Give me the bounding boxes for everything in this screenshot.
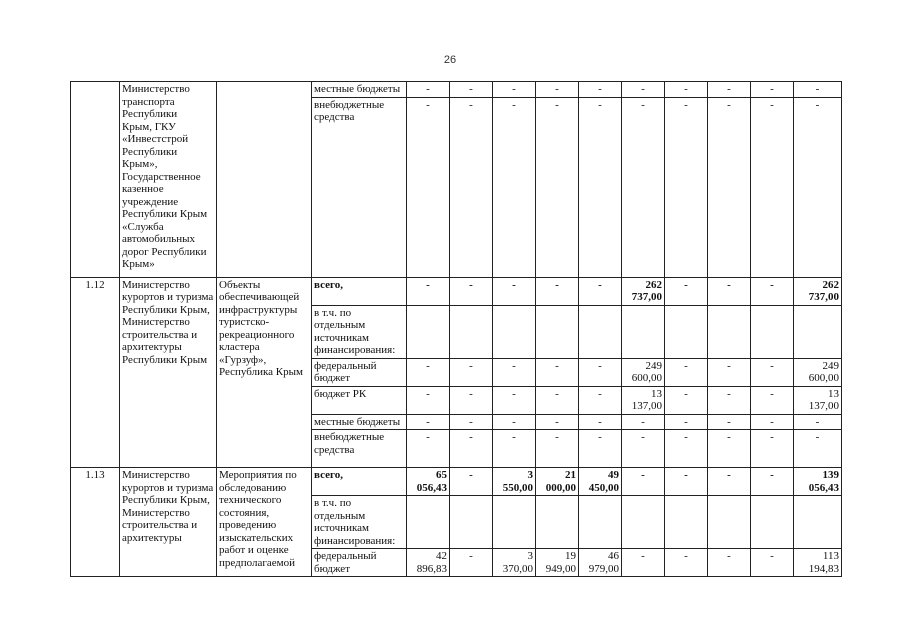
source-label: в т.ч. по отдельным источникам финансирования: bbox=[312, 305, 407, 358]
value-cell: - bbox=[407, 97, 450, 277]
value-cell bbox=[407, 496, 450, 549]
value-cell: - bbox=[665, 82, 708, 98]
value-cell: - bbox=[407, 386, 450, 414]
value-cell: - bbox=[579, 430, 622, 468]
executor-line: учреждение bbox=[122, 195, 179, 208]
value-cell: 42 896,83 bbox=[407, 549, 450, 577]
executor-line: Крым», bbox=[122, 158, 158, 170]
value-cell: 262 737,00 bbox=[622, 277, 665, 305]
budget-table bbox=[70, 81, 842, 577]
object-cell: Мероприятия по обследованию технического состояния, проведению изыскательских работ и оценке предполагаемой bbox=[217, 468, 312, 577]
value-cell: - bbox=[579, 97, 622, 277]
value-cell: 3 370,00 bbox=[493, 549, 536, 577]
value-cell bbox=[794, 305, 842, 358]
table-row bbox=[71, 277, 842, 305]
executor-line: Республики Крым bbox=[122, 208, 208, 220]
value-cell: - bbox=[751, 82, 794, 98]
value-cell: - bbox=[665, 430, 708, 468]
source-label: всего, bbox=[312, 468, 407, 496]
value-cell: - bbox=[407, 82, 450, 98]
executor-cell bbox=[120, 82, 217, 278]
value-cell: - bbox=[493, 277, 536, 305]
value-cell: - bbox=[751, 468, 794, 496]
value-cell: - bbox=[536, 82, 579, 98]
value-cell: - bbox=[579, 358, 622, 386]
budget-table-body bbox=[71, 82, 842, 577]
value-cell bbox=[708, 496, 751, 549]
row-index bbox=[71, 82, 120, 278]
value-cell: - bbox=[622, 430, 665, 468]
executor-line: «Служба bbox=[122, 220, 164, 233]
value-cell bbox=[579, 305, 622, 358]
value-cell: - bbox=[579, 82, 622, 98]
row-index: 1.13 bbox=[71, 468, 120, 577]
value-cell: - bbox=[794, 430, 842, 468]
executor-cell: Министерство курортов и туризма Республики Крым, Министерство строительства и архитектуры bbox=[120, 468, 217, 577]
value-cell: - bbox=[665, 386, 708, 414]
value-cell: 46 979,00 bbox=[579, 549, 622, 577]
value-cell: - bbox=[665, 97, 708, 277]
executor-line: Крым» bbox=[122, 258, 155, 270]
value-cell: - bbox=[665, 414, 708, 430]
value-cell bbox=[665, 496, 708, 549]
value-cell: - bbox=[708, 277, 751, 305]
value-cell: - bbox=[622, 414, 665, 430]
value-cell bbox=[622, 496, 665, 549]
value-cell bbox=[622, 305, 665, 358]
value-cell: - bbox=[536, 277, 579, 305]
value-cell: - bbox=[450, 277, 493, 305]
value-cell: - bbox=[708, 97, 751, 277]
value-cell bbox=[407, 305, 450, 358]
value-cell: - bbox=[450, 414, 493, 430]
source-label: внебюджетные средства bbox=[312, 430, 407, 468]
value-cell: - bbox=[579, 386, 622, 414]
source-label: федеральный бюджет bbox=[312, 549, 407, 577]
object-cell: Объекты обеспечивающей инфраструктуры туристско-рекреационного кластера «Гурзуф», Республика Крым bbox=[217, 277, 312, 468]
value-cell bbox=[536, 305, 579, 358]
value-cell: - bbox=[665, 358, 708, 386]
table-row bbox=[71, 468, 842, 496]
executor-line: Республики bbox=[122, 145, 178, 158]
value-cell bbox=[536, 496, 579, 549]
value-cell bbox=[450, 496, 493, 549]
value-cell: - bbox=[665, 468, 708, 496]
value-cell: - bbox=[708, 549, 751, 577]
value-cell: - bbox=[407, 358, 450, 386]
value-cell: - bbox=[751, 358, 794, 386]
value-cell: 13 137,00 bbox=[622, 386, 665, 414]
value-cell: - bbox=[536, 430, 579, 468]
executor-line: «Инвестстрой bbox=[122, 133, 189, 145]
value-cell: - bbox=[536, 414, 579, 430]
value-cell: 65 056,43 bbox=[407, 468, 450, 496]
value-cell: - bbox=[450, 430, 493, 468]
value-cell: - bbox=[794, 82, 842, 98]
value-cell: - bbox=[407, 430, 450, 468]
value-cell: - bbox=[450, 386, 493, 414]
source-label: местные бюджеты bbox=[312, 414, 407, 430]
value-cell: - bbox=[450, 468, 493, 496]
value-cell: 139 056,43 bbox=[794, 468, 842, 496]
executor-line: автомобильных bbox=[122, 233, 195, 245]
value-cell: - bbox=[708, 414, 751, 430]
value-cell: 113 194,83 bbox=[794, 549, 842, 577]
value-cell: 19 949,00 bbox=[536, 549, 579, 577]
value-cell: - bbox=[708, 430, 751, 468]
value-cell: - bbox=[493, 358, 536, 386]
value-cell: - bbox=[708, 358, 751, 386]
value-cell: 21 000,00 bbox=[536, 468, 579, 496]
value-cell: 13 137,00 bbox=[794, 386, 842, 414]
executor-line: Крым, ГКУ bbox=[122, 120, 176, 133]
value-cell: - bbox=[708, 468, 751, 496]
executor-line: Министерство bbox=[122, 83, 190, 95]
value-cell: - bbox=[794, 97, 842, 277]
executor-line: казенное bbox=[122, 183, 164, 195]
executor-line: транспорта bbox=[122, 95, 175, 108]
source-label: всего, bbox=[312, 277, 407, 305]
value-cell: - bbox=[622, 97, 665, 277]
value-cell: - bbox=[665, 549, 708, 577]
value-cell: - bbox=[665, 277, 708, 305]
value-cell: - bbox=[450, 549, 493, 577]
value-cell: - bbox=[493, 386, 536, 414]
value-cell: - bbox=[751, 549, 794, 577]
value-cell: - bbox=[622, 549, 665, 577]
value-cell: 3 550,00 bbox=[493, 468, 536, 496]
value-cell: - bbox=[751, 97, 794, 277]
value-cell: - bbox=[450, 358, 493, 386]
value-cell: - bbox=[493, 414, 536, 430]
value-cell: - bbox=[536, 386, 579, 414]
value-cell bbox=[751, 496, 794, 549]
value-cell: - bbox=[579, 414, 622, 430]
page-number: 26 bbox=[443, 54, 457, 66]
value-cell: - bbox=[536, 97, 579, 277]
row-index: 1.12 bbox=[71, 277, 120, 468]
value-cell: - bbox=[493, 82, 536, 98]
value-cell: - bbox=[622, 468, 665, 496]
value-cell bbox=[665, 305, 708, 358]
value-cell bbox=[493, 496, 536, 549]
value-cell: - bbox=[450, 97, 493, 277]
value-cell bbox=[450, 305, 493, 358]
source-label: местные бюджеты bbox=[312, 82, 407, 98]
value-cell: - bbox=[536, 358, 579, 386]
value-cell: - bbox=[708, 386, 751, 414]
value-cell bbox=[493, 305, 536, 358]
executor-cell: Министерство курортов и туризма Республики Крым, Министерство строительства и архитектуры Республики Крым bbox=[120, 277, 217, 468]
table-row bbox=[71, 82, 842, 98]
value-cell bbox=[708, 305, 751, 358]
executor-line: дорог Республики bbox=[122, 245, 207, 258]
value-cell: 249 600,00 bbox=[794, 358, 842, 386]
source-label: внебюджетные средства bbox=[312, 97, 407, 277]
value-cell bbox=[794, 496, 842, 549]
value-cell: - bbox=[493, 430, 536, 468]
value-cell: - bbox=[751, 386, 794, 414]
source-label: бюджет РК bbox=[312, 386, 407, 414]
source-label: федеральный бюджет bbox=[312, 358, 407, 386]
value-cell: 249 600,00 bbox=[622, 358, 665, 386]
executor-line: Государственное bbox=[122, 170, 201, 183]
value-cell: - bbox=[407, 414, 450, 430]
value-cell: - bbox=[579, 277, 622, 305]
value-cell: - bbox=[794, 414, 842, 430]
value-cell: - bbox=[622, 82, 665, 98]
executor-line: Республики bbox=[122, 108, 178, 120]
object-cell bbox=[217, 82, 312, 278]
value-cell: 262 737,00 bbox=[794, 277, 842, 305]
value-cell: - bbox=[751, 277, 794, 305]
value-cell: 49 450,00 bbox=[579, 468, 622, 496]
source-label: в т.ч. по отдельным источникам финансирования: bbox=[312, 496, 407, 549]
value-cell bbox=[579, 496, 622, 549]
value-cell: - bbox=[751, 414, 794, 430]
value-cell: - bbox=[751, 430, 794, 468]
value-cell bbox=[751, 305, 794, 358]
value-cell: - bbox=[493, 97, 536, 277]
value-cell: - bbox=[407, 277, 450, 305]
value-cell: - bbox=[708, 82, 751, 98]
value-cell: - bbox=[450, 82, 493, 98]
